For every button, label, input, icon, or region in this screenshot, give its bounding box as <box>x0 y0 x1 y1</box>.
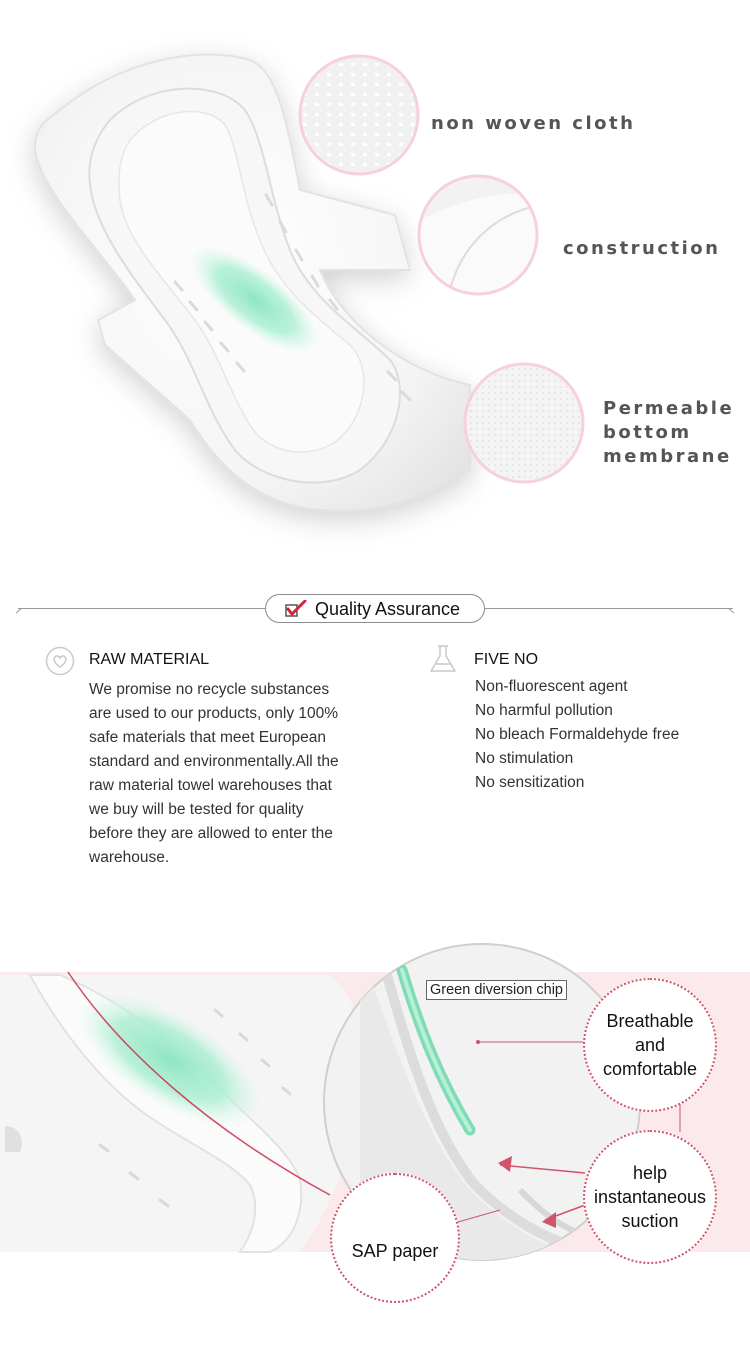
list-item: No harmful pollution <box>475 702 613 719</box>
quality-assurance-badge <box>265 594 485 623</box>
flask-icon <box>428 643 458 675</box>
raw-material-heading: RAW MATERIAL <box>89 651 210 668</box>
five-no-heading: FIVE NO <box>474 651 539 668</box>
feature-label-membrane <box>603 397 734 469</box>
membrane-detail-circle <box>465 364 583 482</box>
list-item: No sensitization <box>475 774 585 791</box>
raw-material-line: are used to our products, only 100% <box>89 705 339 722</box>
raw-material-line: safe materials that meet European <box>89 729 326 746</box>
suction-line-3: suction <box>621 1211 679 1231</box>
sap-paper-callout <box>330 1173 460 1303</box>
list-item: Non-fluorescent agent <box>475 678 628 695</box>
raw-material-line: warehouse. <box>89 849 170 866</box>
divider-right <box>484 608 733 609</box>
divider-end-right <box>726 604 736 614</box>
feature-label-construction: construction <box>563 238 721 259</box>
breathable-line-3: comfortable <box>602 1059 698 1079</box>
feature-label-membrane-line-2: bottom <box>603 422 692 443</box>
raw-material-text <box>89 678 389 870</box>
feature-label-membrane-line-3: membrane <box>603 446 732 467</box>
feature-label-membrane-line-1: Permeable <box>603 398 735 419</box>
green-diversion-chip-label: Green diversion chip <box>426 980 567 1000</box>
raw-material-line: raw material towel warehouses that <box>89 777 332 794</box>
sap-paper-label: SAP paper <box>351 1241 439 1261</box>
nonwoven-detail-circle <box>300 56 418 174</box>
raw-material-line: we buy will be tested for quality <box>89 801 304 818</box>
divider-end-left <box>14 604 24 614</box>
breathable-line-1: Breathable <box>606 1011 694 1031</box>
construction-detail-circle <box>418 175 540 300</box>
raw-material-line: before they are allowed to enter the <box>89 825 333 842</box>
checkmark-icon <box>284 600 308 618</box>
divider-left <box>18 608 266 609</box>
product-feature-section <box>0 0 750 560</box>
pad-closeup <box>0 966 364 1252</box>
suction-line-2: instantaneous <box>593 1187 707 1207</box>
list-item: No bleach Formaldehyde free <box>475 726 680 743</box>
sanitary-pad-illustration <box>0 0 750 560</box>
breathable-line-2: and <box>634 1035 666 1055</box>
suction-line-1: help <box>632 1163 668 1183</box>
quality-assurance-title: Quality Assurance <box>315 599 461 619</box>
suction-callout <box>583 1130 717 1264</box>
raw-material-line: We promise no recycle substances <box>89 681 330 698</box>
raw-material-line: standard and environmentally.All the <box>89 753 339 770</box>
five-no-list <box>475 675 735 795</box>
breathable-callout <box>583 978 717 1112</box>
feature-label-nonwoven: non woven cloth <box>431 113 636 134</box>
list-item: No stimulation <box>475 750 574 767</box>
heart-icon <box>45 646 75 676</box>
